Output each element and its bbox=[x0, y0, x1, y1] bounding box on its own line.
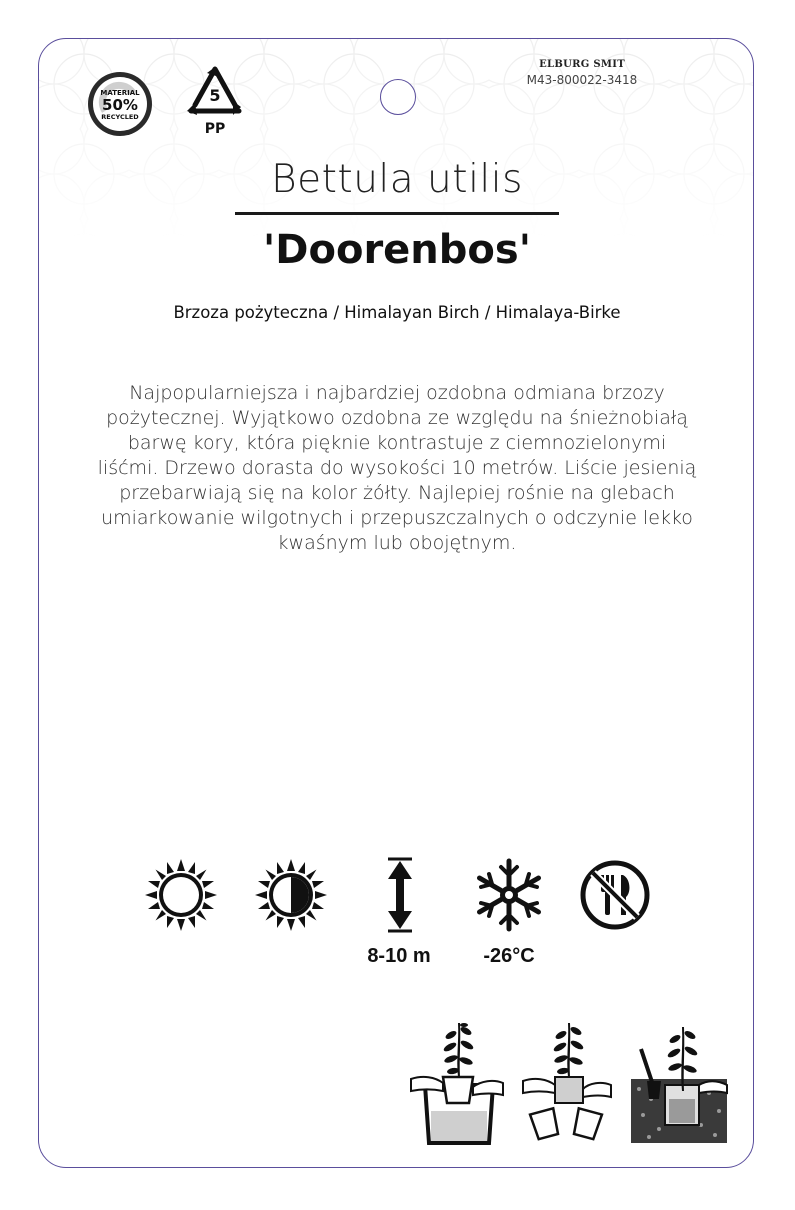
latin-name: Bettula utilis bbox=[271, 157, 523, 202]
recycled-material-badge-icon bbox=[87, 71, 153, 137]
recycled-bottom-text: RECYCLED bbox=[101, 113, 139, 121]
common-names: Brzoza pożyteczna / Himalayan Birch / Himalaya-Birke bbox=[173, 303, 621, 322]
description-line: kwaśnym lub obojętnym. bbox=[277, 532, 517, 554]
planting-steps bbox=[399, 1019, 729, 1154]
cultivar-name: 'Doorenbos' bbox=[263, 227, 531, 273]
pp-number-text: 5 bbox=[209, 86, 221, 105]
brand-block bbox=[507, 59, 657, 87]
description-line: umiarkowanie wilgotnych i przepuszczalnych o odczynie lekko bbox=[101, 507, 693, 529]
plant-label-card bbox=[38, 38, 754, 1168]
plant-in-soil-step-icon bbox=[629, 1019, 729, 1145]
height-arrow-icon bbox=[385, 857, 415, 933]
snowflake-icon bbox=[471, 857, 547, 933]
brand-logo bbox=[507, 59, 657, 70]
soak-pot-step-icon bbox=[409, 1019, 505, 1145]
recycled-percent-text: 50% bbox=[102, 96, 138, 114]
sun-icon bbox=[143, 857, 219, 933]
title-divider bbox=[235, 212, 559, 215]
description-line: liśćmi. Drzewo dorasta do wysokości 10 metrów. Liście jesienią bbox=[97, 457, 697, 479]
recycle-pp-icon bbox=[183, 65, 247, 139]
half-shade-icon bbox=[253, 857, 329, 933]
description-line: pożytecznej. Wyjątkowo ozdobna ze względu na śnieżnobiałą bbox=[106, 407, 688, 429]
description-line: barwę kory, która pięknie kontrastuje z ciemnozielonymi bbox=[127, 432, 667, 454]
care-icons-row bbox=[39, 855, 754, 995]
hang-hole bbox=[380, 79, 416, 115]
not-edible-icon bbox=[579, 859, 651, 931]
height-label: 8-10 m bbox=[367, 945, 431, 967]
remove-pot-step-icon bbox=[519, 1019, 615, 1145]
recycled-top-text: MATERIAL bbox=[100, 89, 140, 97]
description-line: przebarwiają się na kolor żółty. Najlepiej rośnie na glebach bbox=[119, 482, 675, 504]
description-line: Najpopularniejsza i najbardziej ozdobna odmiana brzozy bbox=[129, 382, 665, 404]
brand-name: ELBURG SMIT bbox=[539, 59, 625, 70]
product-code: M43-800022-3418 bbox=[526, 73, 638, 87]
frost-label: -26°C bbox=[483, 945, 535, 967]
description bbox=[69, 381, 725, 556]
pp-label-text: PP bbox=[204, 121, 226, 137]
